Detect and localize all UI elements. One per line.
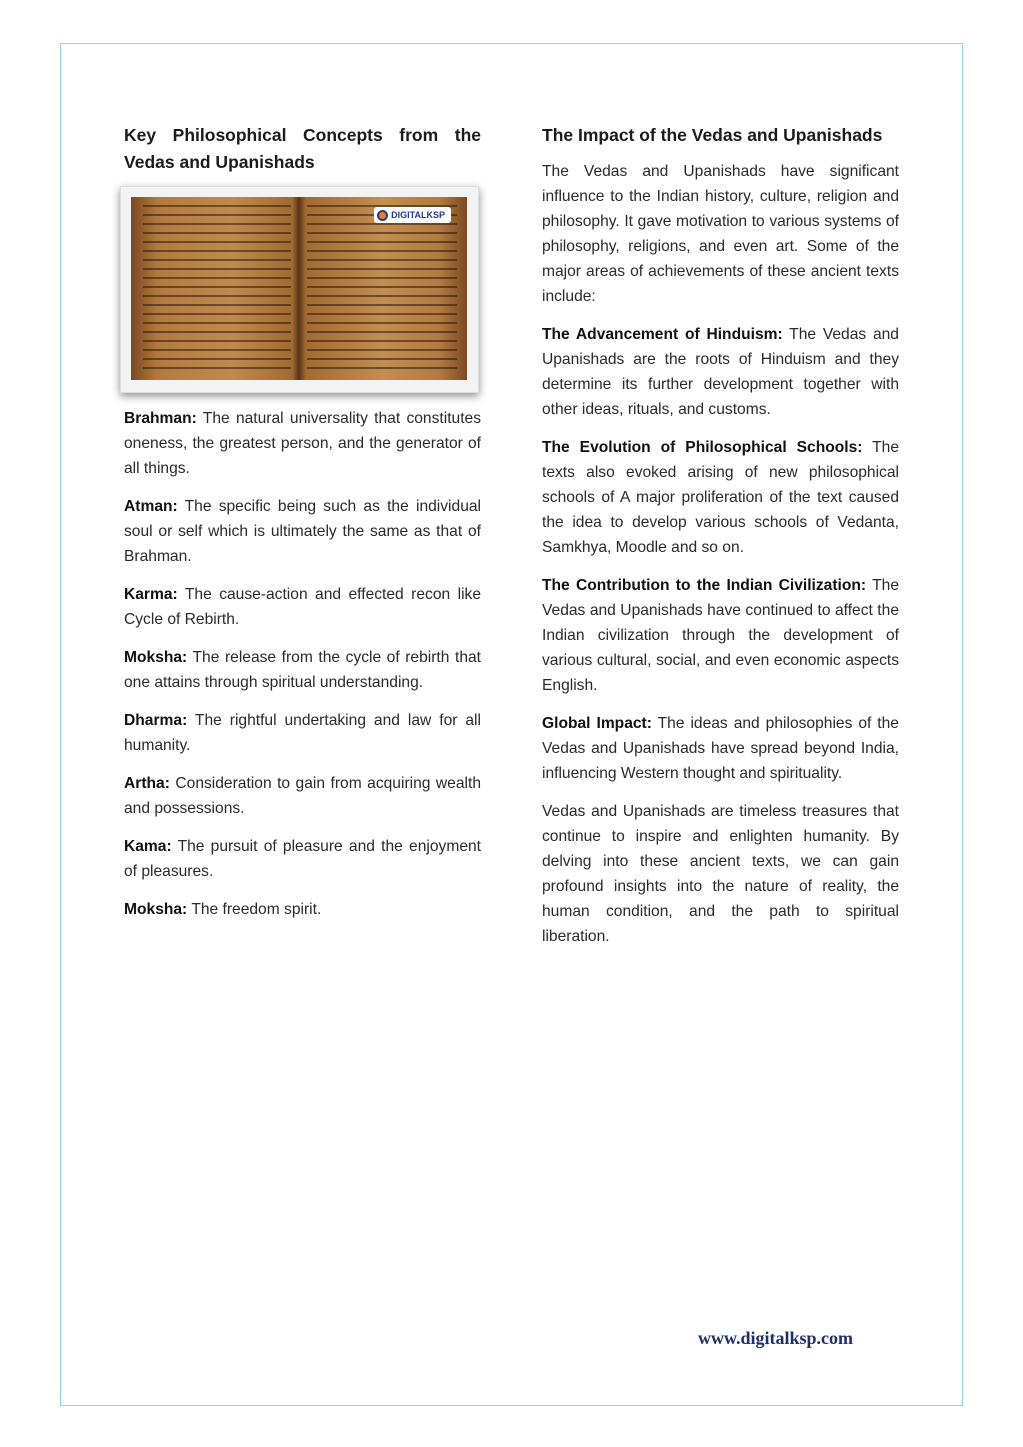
logo-mark-icon xyxy=(377,210,388,221)
concept-term: Karma: xyxy=(124,586,178,603)
concept-text: Consideration to gain from acquiring wealth and possessions. xyxy=(124,775,481,817)
concept-text: The cause-action and effected recon like Cycle of Rebirth. xyxy=(124,586,481,628)
concept-moksha xyxy=(124,645,481,695)
concept-atman xyxy=(124,494,481,569)
manuscript-image xyxy=(120,186,479,393)
impact-philosophical-schools xyxy=(542,435,899,560)
concept-brahman xyxy=(124,406,481,481)
concept-moksha-freedom xyxy=(124,897,481,922)
concept-text: The freedom spirit. xyxy=(187,901,322,918)
concepts-heading: Key Philosophical Concepts from the Vedas and Upanishads xyxy=(124,125,481,172)
impact-conclusion: Vedas and Upanishads are timeless treasures that continue to inspire and enlighten humanity. By delving into these ancient texts, we can gain profound insights into the nature of reality, the human condition, and the path to spiritual liberation. xyxy=(542,803,899,945)
concept-text: The specific being such as the individual soul or self which is ultimately the same as that of Brahman. xyxy=(124,498,481,565)
concept-kama xyxy=(124,834,481,884)
manuscript-photo xyxy=(131,197,467,380)
concept-term: Brahman: xyxy=(124,410,197,427)
impact-term: Global Impact: xyxy=(542,715,652,732)
concept-text: The rightful undertaking and law for all humanity. xyxy=(124,712,481,754)
concept-term: Dharma: xyxy=(124,712,188,729)
concept-term: Atman: xyxy=(124,498,178,515)
concept-text: The pursuit of pleasure and the enjoyment of pleasures. xyxy=(124,838,481,880)
concept-text: The release from the cycle of rebirth that one attains through spiritual understanding. xyxy=(124,649,481,691)
impact-indian-civilization xyxy=(542,573,899,698)
manuscript-left-page xyxy=(143,205,291,372)
concept-term: Moksha: xyxy=(124,901,188,918)
impact-heading: The Impact of the Vedas and Upanishads xyxy=(542,125,883,145)
concept-karma xyxy=(124,582,481,632)
right-column xyxy=(542,122,899,962)
impact-text: The Vedas and Upanishads have continued to affect the Indian civilization through the development of various cultural, social, and even economic aspects English. xyxy=(542,577,899,694)
impact-text: The texts also evoked arising of new philosophical schools of A major proliferation of the text caused the idea to develop various schools of Vedanta, Samkhya, Moodle and so on. xyxy=(542,439,899,556)
impact-term: The Contribution to the Indian Civilization: xyxy=(542,577,867,594)
impact-text: The ideas and philosophies of the Vedas and Upanishads have spread beyond India, influencing Western thought and spirituality. xyxy=(542,715,899,782)
concept-term: Artha: xyxy=(124,775,170,792)
impact-global xyxy=(542,711,899,786)
logo-text: DIGITALKSP xyxy=(391,210,445,220)
impact-term: The Advancement of Hinduism: xyxy=(542,326,783,343)
impact-term: The Evolution of Philosophical Schools: xyxy=(542,439,863,456)
concept-dharma xyxy=(124,708,481,758)
impact-text: The Vedas and Upanishads are the roots of Hinduism and they determine its further development together with other ideas, rituals, and customs. xyxy=(542,326,899,418)
impact-hinduism xyxy=(542,322,899,422)
impact-intro: The Vedas and Upanishads have significant influence to the Indian history, culture, religion and philosophy. It gave motivation to various systems of philosophy, religions, and even art. Some of the major areas of achievements of these ancient texts include: xyxy=(542,163,899,305)
manuscript-right-page xyxy=(307,205,457,372)
concept-term: Moksha: xyxy=(124,649,188,666)
concept-artha xyxy=(124,771,481,821)
digitalksp-logo xyxy=(374,207,451,223)
left-column xyxy=(124,122,481,935)
concept-text: The natural universality that constitutes oneness, the greatest person, and the generator of all things. xyxy=(124,410,481,477)
concept-term: Kama: xyxy=(124,838,172,855)
website-link[interactable]: www.digitalksp.com xyxy=(698,1328,854,1348)
